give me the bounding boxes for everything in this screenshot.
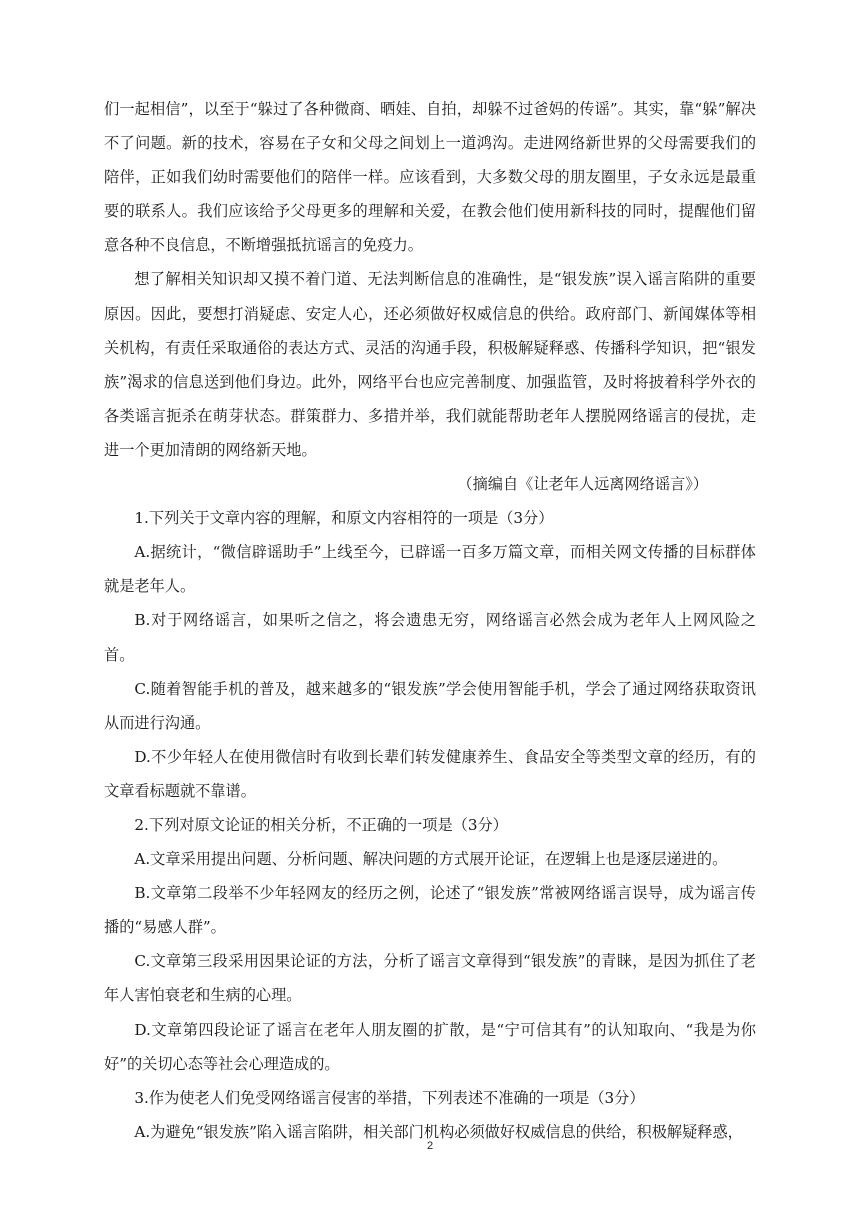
question-2-option-a: A.文章采用提出问题、分析问题、解决问题的方式展开论证，在逻辑上也是逐层递进的。 — [134, 850, 728, 869]
document-page — [104, 92, 756, 1149]
question-2-option-d: D.文章第四段论证了谣言在老年人朋友圈的扩散，是“宁可信其有”的认知取向、“我是为你好”的关切心态等社会心理造成的。 — [104, 1020, 756, 1073]
question-2-stem: 2.下列对原文论证的相关分析，不正确的一项是（3分） — [134, 815, 508, 834]
question-3-option-a: A.为避免“银发族”陷入谣言陷阱，相关部门机构必须做好权威信息的供给，积极解疑释惑， — [134, 1122, 743, 1141]
question-1-option-a: A.据统计，“微信辟谣助手”上线至今，已辟谣一百多万篇文章，而相关网文传播的目标群体就是老年人。 — [104, 543, 756, 596]
body-paragraph-2: 想了解相关知识却又摸不着门道、无法判断信息的准确性，是“银发族”误入谣言陷阱的重要原因。因此，要想打消疑虑、安定人心，还必须做好权威信息的供给。政府部门、新闻媒体等相关机构，有责任采取通俗的表达方式、灵活的沟通手段，积极解疑释惑、传播科学知识，把“银发族”渴求的信息送到他们身边。此外，网络平台也应完善制度、加强监管，及时将披着科学外衣的各类谣言扼杀在萌芽状态。群策群力、多措并举，我们就能帮助老年人摆脱网络谣言的侵扰，走进一个更加清朗的网络新天地。 — [104, 270, 756, 459]
question-2-option-c: C.文章第三段采用因果论证的方法，分析了谣言文章得到“银发族”的青睐，是因为抓住了老年人害怕衰老和生病的心理。 — [104, 952, 756, 1005]
question-1-stem: 1.下列关于文章内容的理解，和原文内容相符的一项是（3分） — [134, 509, 554, 528]
source-citation: （摘编自《让老年人远离网络谣言》） — [457, 475, 708, 494]
page-number: 2 — [426, 1140, 434, 1152]
question-2-option-b: B.文章第二段举不少年轻网友的经历之例，论述了“银发族”常被网络谣言误导，成为谣言传播的“易感人群”。 — [104, 884, 756, 937]
question-1-option-d: D.不少年轻人在使用微信时有收到长辈们转发健康养生、食品安全等类型文章的经历，有的文章看标题就不靠谱。 — [104, 747, 756, 800]
question-1-option-c: C.随着智能手机的普及，越来越多的“银发族”学会使用智能手机，学会了通过网络获取资讯从而进行沟通。 — [104, 679, 756, 732]
question-3-stem: 3.作为使老人们免受网络谣言侵害的举措，下列表述不准确的一项是（3分） — [134, 1088, 645, 1107]
question-1-option-b: B.对于网络谣言，如果听之信之，将会遗患无穷，网络谣言必然会成为老年人上网风险之首。 — [104, 611, 756, 664]
body-paragraph-1: 们一起相信”，以至于“躲过了各种微商、晒娃、自拍，却躲不过爸妈的传谣”。其实，靠“躲”解决不了问题。新的技术，容易在子女和父母之间划上一道鸿沟。走进网络新世界的父母需要我们的陪伴，正如我们幼时需要他们的陪伴一样。应该看到，大多数父母的朋友圈里，子女永远是最重要的联系人。我们应该给予父母更多的理解和关爱，在教会他们使用新科技的同时，提醒他们留意各种不良信息，不断增强抵抗谣言的免疫力。 — [104, 100, 756, 255]
